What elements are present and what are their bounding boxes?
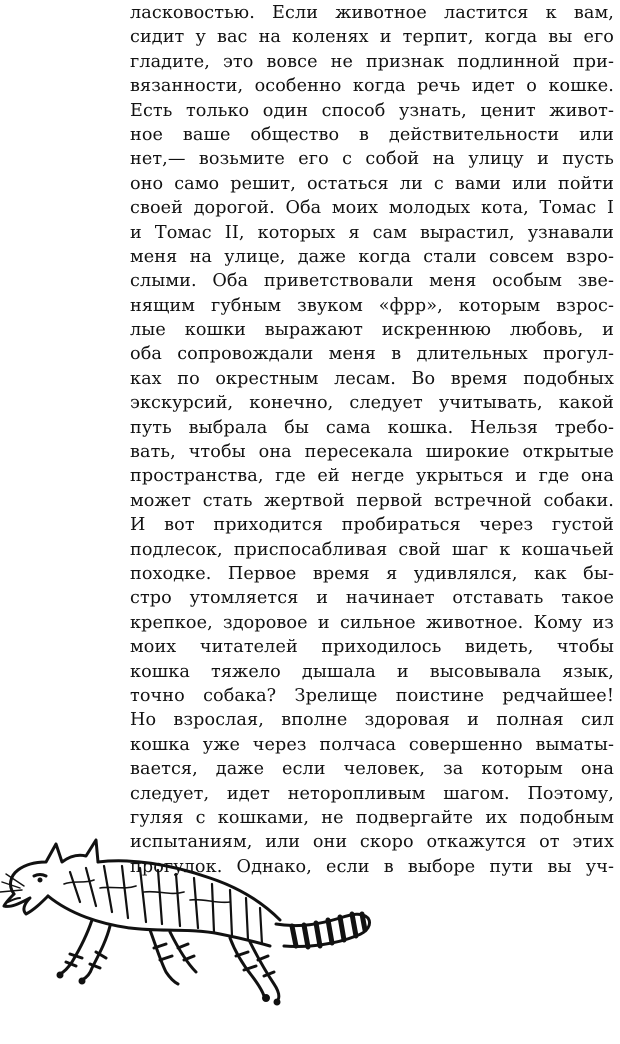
text-line: крепкое, здоровое и сильное животное. Кому из xyxy=(130,612,614,633)
text-line: ках по окрестным лесам. Во время подобных xyxy=(130,368,614,389)
text-line: своей дорогой. Оба моих молодых кота, Томас I xyxy=(130,198,614,219)
text-line: следует, идет неторопливым шагом. Поэтому, xyxy=(130,783,614,804)
text-line: моих читателей приходилось видеть, чтобы xyxy=(130,637,614,658)
text-line: кошка тяжело дышала и высовывала язык, xyxy=(130,661,614,682)
text-line: вязанности, особенно когда речь идет о кошке. xyxy=(130,76,614,97)
text-line: сидит у вас на коленях и терпит, когда вы его xyxy=(130,27,614,48)
text-line: стро утомляется и начинает отставать такое xyxy=(130,588,614,609)
text-line: прогулок. Однако, если в выборе пути вы уч- xyxy=(130,856,614,877)
running-cat-illustration xyxy=(0,828,380,1028)
text-line: лые кошки выражают искреннюю любовь, и xyxy=(130,320,614,341)
text-line: оба сопровождали меня в длительных прогул- xyxy=(130,344,614,365)
text-line: кошка уже через полчаса совершенно выматы- xyxy=(130,734,614,755)
text-line: и Томас II, которых я сам вырастил, узнавали xyxy=(130,222,614,243)
text-line: И вот приходится пробираться через густой xyxy=(130,515,614,536)
text-line: гладите, это вовсе не признак подлинной при- xyxy=(130,51,614,72)
text-line: вать, чтобы она пересекала широкие открытые xyxy=(130,442,614,463)
text-line: испытаниям, или они скоро откажутся от этих xyxy=(130,832,614,853)
text-line: вается, даже если человек, за которым она xyxy=(130,759,614,780)
text-line: путь выбрала бы сама кошка. Нельзя требо- xyxy=(130,417,614,438)
text-line: Есть только один способ узнать, ценит живот- xyxy=(130,100,614,121)
text-line: может стать жертвой первой встречной собаки. xyxy=(130,490,614,511)
text-line: нящим губным звуком «фрр», которым взрос- xyxy=(130,295,614,316)
body-text xyxy=(130,1,614,879)
text-line: ласковостью. Если животное ластится к вам, xyxy=(130,3,614,23)
text-line: меня на улице, даже когда стали совсем взро- xyxy=(130,246,614,267)
text-line: подлесок, приспосабливая свой шаг к кошачьей xyxy=(130,539,614,560)
text-line: походке. Первое время я удивлялся, как бы- xyxy=(130,563,614,584)
text-line: экскурсий, конечно, следует учитывать, какой xyxy=(130,393,614,414)
text-line: Но взрослая, вполне здоровая и полная сил xyxy=(130,710,614,731)
text-line: слыми. Оба приветствовали меня особым зве- xyxy=(130,271,614,292)
text-line: пространства, где ей негде укрыться и где она xyxy=(130,466,614,487)
text-line: ное ваше общество в действительности или xyxy=(130,124,614,145)
text-line: гуляя с кошками, не подвергайте их подобным xyxy=(130,807,614,828)
text-line: точно собака? Зрелище поистине редчайшее! xyxy=(130,685,614,706)
text-line: оно само решит, остаться ли с вами или пойти xyxy=(130,173,614,194)
text-line: нет,— возьмите его с собой на улицу и пусть xyxy=(130,149,614,170)
